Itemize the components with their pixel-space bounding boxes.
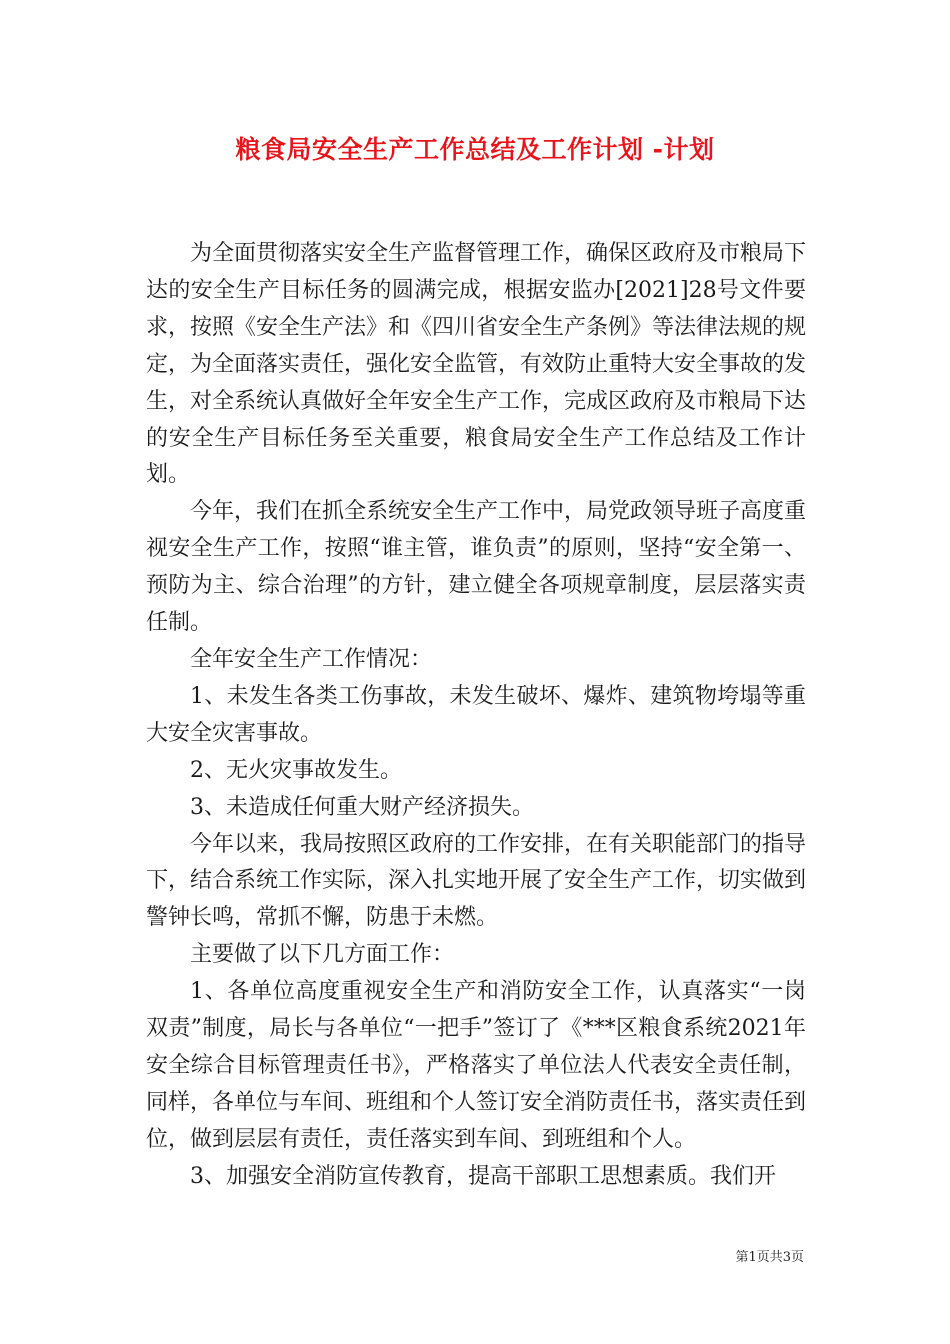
paragraph: 3、未造成任何重大财产经济损失。	[190, 794, 534, 820]
paragraph: 全年安全生产工作情况：	[190, 646, 433, 672]
page-number: 第1页共3页	[735, 1250, 804, 1265]
document-body	[146, 236, 806, 1196]
document-title: 粮食局安全生产工作总结及工作计划 -计划	[235, 135, 715, 164]
paragraph: 1、各单位高度重视安全生产和消防安全工作，认真落实“一岗双责”制度，局长与各单位“一把手”签订了《***区粮食系统2021年安全综合目标管理责任书》，严格落实了单位法人代表安全责任制，同样，各单位与车间、班组和个人签订安全消防责任书，落实责任到位，做到层层有责任，责任落实到车间、到班组和个人。	[146, 979, 807, 1152]
paragraph: 今年以来，我局按照区政府的工作安排，在有关职能部门的指导下，结合系统工作实际，深入扎实地开展了安全生产工作，切实做到警钟长鸣，常抓不懈，防患于未燃。	[146, 831, 807, 931]
paragraph: 3、加强安全消防宣传教育，提高干部职工思想素质。我们开	[190, 1163, 776, 1189]
paragraph: 2、无火灾事故发生。	[190, 757, 402, 783]
paragraph: 今年，我们在抓全系统安全生产工作中，局党政领导班子高度重视安全生产工作，按照“谁主管，谁负责”的原则，坚持“安全第一、预防为主、综合治理”的方针，建立健全各项规章制度，层层落实责任制。	[146, 499, 807, 636]
paragraph: 1、未发生各类工伤事故，未发生破坏、爆炸、建筑物垮塌等重大安全灾害事故。	[146, 683, 806, 746]
paragraph: 为全面贯彻落实安全生产监督管理工作，确保区政府及市粮局下达的安全生产目标任务的圆满完成，根据安监办[2021]28号文件要求，按照《安全生产法》和《四川省安全生产条例》等法律法规的规定，为全面落实责任，强化安全监管，有效防止重特大安全事故的发生，对全系统认真做好全年安全生产工作，完成区政府及市粮局下达的安全生产目标任务至关重要，粮食局安全生产工作总结及工作计划。	[146, 241, 807, 488]
paragraph: 主要做了以下几方面工作：	[190, 942, 455, 968]
